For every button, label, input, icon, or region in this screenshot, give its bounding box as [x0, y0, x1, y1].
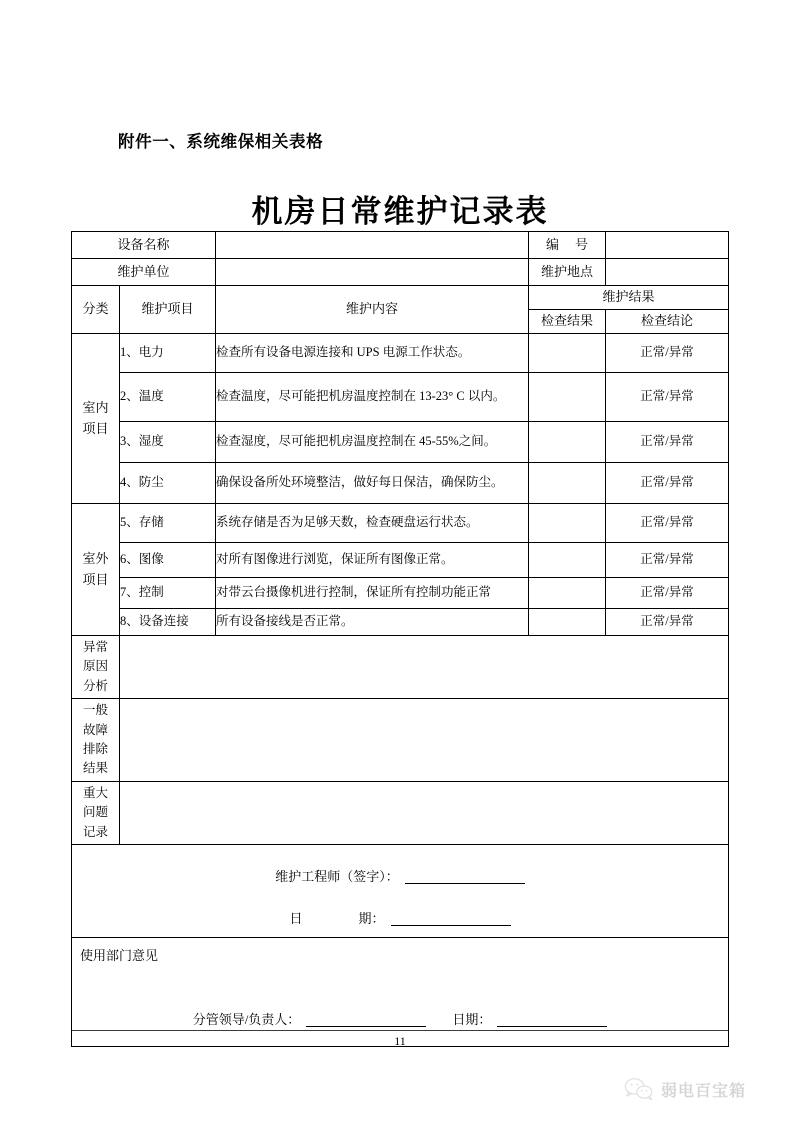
table-row — [72, 578, 729, 609]
engineer-signature-label: 维护工程师（签字）： — [275, 869, 399, 884]
item-content: 确保设备所处环境整洁，做好每日保洁，确保防尘。 — [216, 463, 529, 504]
footer-divider — [72, 1030, 728, 1031]
fault-resolution-label-line1: 一般 — [82, 703, 108, 718]
wechat-icon — [624, 1076, 654, 1102]
engineer-signature-line — [72, 867, 728, 887]
maintenance-location-value[interactable] — [606, 259, 729, 286]
major-issue-label-line3: 记录 — [82, 824, 108, 839]
abnormal-cause-label-line1: 异常 — [82, 639, 108, 654]
item-label: 1、电力 — [120, 334, 216, 373]
item-content: 系统存储是否为足够天数，检查硬盘运行状态。 — [216, 504, 529, 543]
number-label-char1: 编 — [546, 236, 560, 252]
check-conclusion[interactable]: 正常/异常 — [606, 422, 729, 463]
department-date-label: 日期： — [452, 1012, 492, 1027]
major-issue-input[interactable] — [120, 782, 729, 845]
major-issue-label — [72, 782, 120, 845]
category-indoor-line1: 室内 — [82, 400, 109, 416]
page-title: 机房日常维护记录表 — [251, 194, 549, 229]
fault-resolution-label-line2: 故障 — [82, 722, 108, 737]
check-result-input[interactable] — [529, 504, 606, 543]
item-label: 4、防尘 — [120, 463, 216, 504]
item-content: 检查湿度，尽可能把机房温度控制在 45-55%之间。 — [216, 422, 529, 463]
item-content: 检查所有设备电源连接和 UPS 电源工作状态。 — [216, 334, 529, 373]
table-row-major-issue — [72, 782, 729, 845]
abnormal-cause-input[interactable] — [120, 636, 729, 699]
check-result-input[interactable] — [529, 609, 606, 636]
item-content: 检查温度，尽可能把机房温度控制在 13-23° C 以内。 — [216, 373, 529, 422]
check-result-input[interactable] — [529, 543, 606, 578]
fault-resolution-label-line3: 排除 — [82, 742, 108, 756]
table-row-fault-resolution — [72, 699, 729, 782]
column-header-item: 维护项目 — [120, 286, 216, 334]
check-result-input[interactable] — [529, 463, 606, 504]
check-conclusion[interactable]: 正常/异常 — [606, 609, 729, 636]
signature-date-field[interactable] — [391, 925, 511, 926]
item-content: 对带云台摄像机进行控制，保证所有控制功能正常 — [216, 578, 529, 609]
table-row — [72, 463, 729, 504]
check-conclusion[interactable]: 正常/异常 — [606, 578, 729, 609]
item-label: 8、设备连接 — [120, 609, 216, 636]
abnormal-cause-label-line3: 分析 — [82, 678, 108, 693]
check-conclusion[interactable]: 正常/异常 — [606, 463, 729, 504]
category-outdoor-line1: 室外 — [82, 551, 109, 567]
department-signature-line — [72, 1010, 728, 1030]
major-issue-label-line1: 重大 — [82, 785, 108, 800]
table-row — [72, 543, 729, 578]
department-date-field[interactable] — [497, 1026, 607, 1027]
category-indoor-line2: 项目 — [82, 420, 109, 436]
column-header-result-group: 维护结果 — [529, 286, 729, 310]
table-row-equipment-name — [72, 232, 729, 259]
attachment-title: 附件一、系统维保相关表格 — [118, 132, 324, 151]
category-outdoor-line2: 项目 — [82, 571, 109, 587]
item-label: 3、湿度 — [120, 422, 216, 463]
check-result-input[interactable] — [529, 334, 606, 373]
fault-resolution-input[interactable] — [120, 699, 729, 782]
table-row — [72, 609, 729, 636]
check-conclusion[interactable]: 正常/异常 — [606, 373, 729, 422]
column-header-category: 分类 — [72, 286, 120, 334]
table-row — [72, 422, 729, 463]
check-conclusion[interactable]: 正常/异常 — [606, 504, 729, 543]
check-result-input[interactable] — [529, 578, 606, 609]
check-conclusion[interactable]: 正常/异常 — [606, 543, 729, 578]
table-row-abnormal-cause — [72, 636, 729, 699]
table-header-row-1 — [72, 286, 729, 310]
item-label: 2、温度 — [120, 373, 216, 422]
abnormal-cause-label — [72, 636, 120, 699]
maintenance-record-table — [71, 231, 729, 1047]
fault-resolution-label-line4: 结果 — [82, 761, 108, 776]
table-row — [72, 504, 729, 543]
table-row-signature — [72, 845, 729, 938]
engineer-signature-field[interactable] — [405, 883, 525, 884]
column-header-content: 维护内容 — [216, 286, 529, 334]
maintenance-location-label: 维护地点 — [529, 259, 606, 286]
category-indoor — [72, 334, 120, 504]
table-row — [72, 334, 729, 373]
item-label: 7、控制 — [120, 578, 216, 609]
department-leader-label: 分管领导/负责人： — [192, 1012, 301, 1027]
item-label: 6、图像 — [120, 543, 216, 578]
major-issue-label-line2: 问题 — [82, 805, 108, 820]
check-result-input[interactable] — [529, 373, 606, 422]
maintenance-unit-value[interactable] — [216, 259, 529, 286]
item-content: 对所有图像进行浏览，保证所有图像正常。 — [216, 543, 529, 578]
table-row — [72, 373, 729, 422]
fault-resolution-label — [72, 699, 120, 782]
page-number: 11 — [394, 1034, 406, 1048]
maintenance-unit-label: 维护单位 — [72, 259, 216, 286]
signature-date-label-char1: 日 — [289, 911, 303, 926]
watermark-text: 弱电百宝箱 — [661, 1082, 747, 1100]
number-label — [529, 232, 606, 259]
abnormal-cause-label-line2: 原因 — [82, 659, 108, 674]
table-row-maintenance-unit — [72, 259, 729, 286]
signature-date-line — [72, 909, 728, 929]
check-conclusion[interactable]: 正常/异常 — [606, 334, 729, 373]
item-content: 所有设备接线是否正常。 — [216, 609, 529, 636]
column-header-check-result: 检查结果 — [529, 310, 606, 334]
signature-date-label-char2: 期： — [358, 911, 385, 926]
department-leader-field[interactable] — [306, 1026, 426, 1027]
equipment-name-value[interactable] — [216, 232, 529, 259]
watermark — [624, 1076, 746, 1102]
department-opinion-title: 使用部门意见 — [80, 948, 159, 963]
category-outdoor — [72, 504, 120, 636]
equipment-name-label: 设备名称 — [72, 232, 216, 259]
item-label: 5、存储 — [120, 504, 216, 543]
number-label-char2: 号 — [575, 236, 589, 252]
signature-block — [72, 845, 729, 938]
check-result-input[interactable] — [529, 422, 606, 463]
column-header-check-conclusion: 检查结论 — [606, 310, 729, 334]
number-value[interactable] — [606, 232, 729, 259]
